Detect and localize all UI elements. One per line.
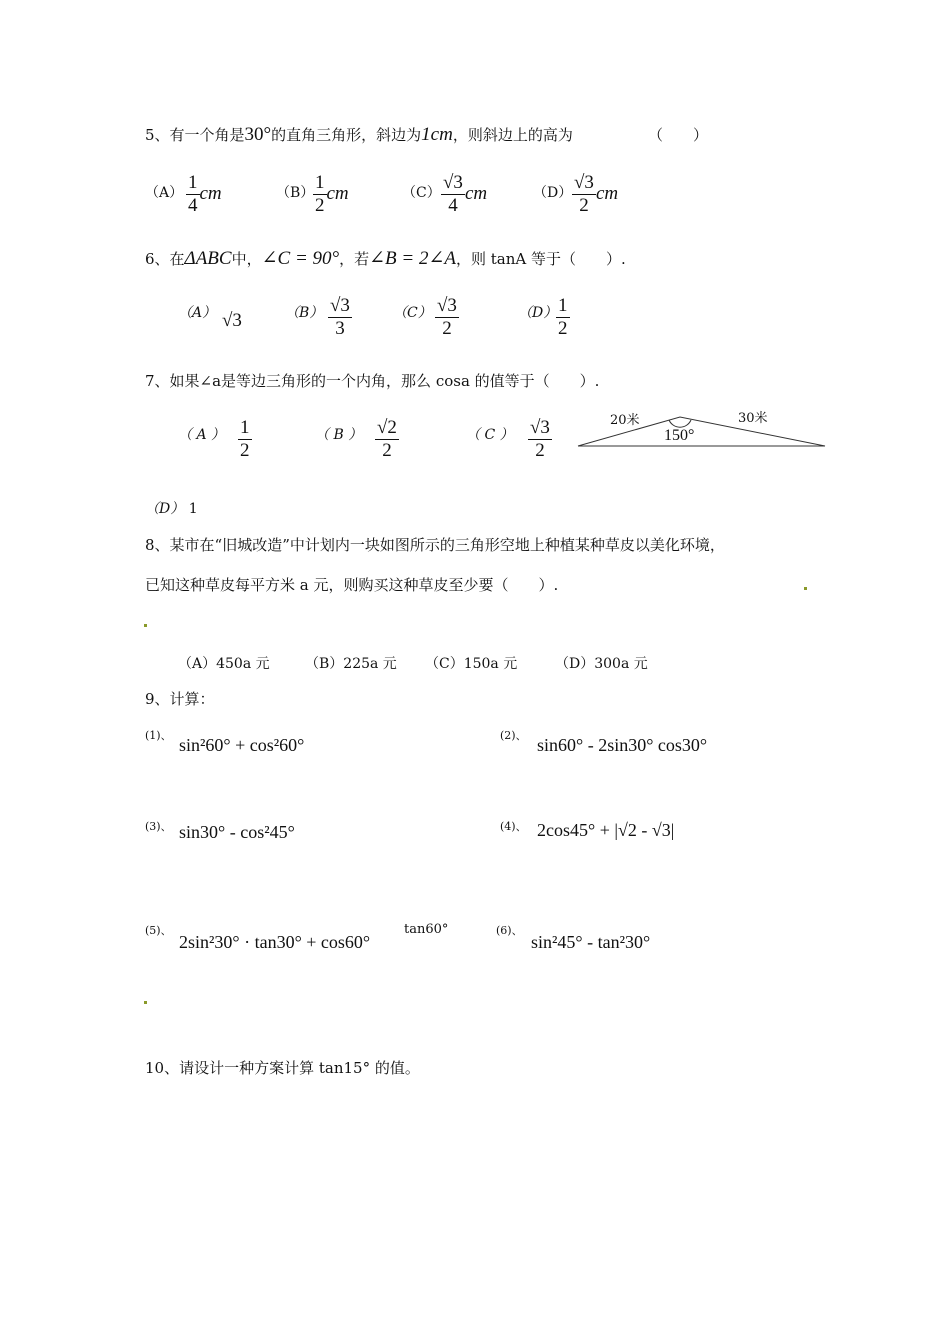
q8-line1: 8、某市在“旧城改造”中计划内一块如图所示的三角形空地上种植某种草皮以美化环境， <box>145 536 725 554</box>
figure-left-side: 20米 <box>610 413 640 428</box>
q6-option-d <box>556 296 570 339</box>
q6-cond1: ∠C = 90° <box>261 248 340 269</box>
q5-option-b-label: （B） <box>276 185 315 201</box>
q9-item1-label: (1)、 <box>145 729 172 742</box>
q5-c-den: 4 <box>448 194 458 216</box>
q7-d-value: 1 <box>188 501 198 517</box>
q9-item6-expr: sin²45° - tan²30° <box>531 932 651 952</box>
q7-b-den: 2 <box>382 439 392 461</box>
q7-c-num: √3 <box>530 417 550 438</box>
q9-item2-expr: sin60° - 2sin30° cos30° <box>537 735 708 755</box>
q6-d-num: 1 <box>558 295 568 316</box>
q6-option-d-label: （D） <box>518 305 558 321</box>
q5-option-b <box>313 173 349 216</box>
q9-item4-expr: 2cos45° + |√2 - √3| <box>537 820 675 840</box>
q7-option-c-label: （ C ） <box>466 427 514 443</box>
q5-option-a <box>186 173 222 216</box>
q6-option-c <box>435 296 459 339</box>
q9-item5-exponent: tan60° <box>404 922 449 937</box>
q5-option-c <box>441 173 487 216</box>
q6-option-a-value: √3 <box>222 310 242 331</box>
q5-option-c-label: （C） <box>402 185 441 201</box>
q6-suffix: ，则 tanA 等于（ ）. <box>456 250 626 268</box>
q6-triangle: ΔABC <box>184 248 232 269</box>
q8-option-a: （A）450a 元 <box>178 656 270 672</box>
q7-option-d-label <box>145 498 198 518</box>
q6-prefix: 6、在 <box>145 250 185 268</box>
q9-item3-expr: sin30° - cos²45° <box>179 822 295 842</box>
q6-b-num: √3 <box>330 295 350 316</box>
q5-c-unit: cm <box>464 182 488 204</box>
q5-d-den: 2 <box>579 194 589 216</box>
q7-option-b <box>375 418 399 461</box>
q5-b-unit: cm <box>326 182 349 204</box>
q6-d-den: 2 <box>558 317 568 339</box>
q5-a-num: 1 <box>188 172 198 193</box>
q5-mid: 的直角三角形，斜边为 <box>271 126 422 144</box>
q6-option-b <box>328 296 352 339</box>
q7-stem: 7、如果∠a是等边三角形的一个内角，那么 cosa 的值等于（ ）. <box>145 372 600 390</box>
q5-option-d <box>572 173 618 216</box>
q8-option-d: （D）300a 元 <box>555 656 648 672</box>
q7-option-c <box>528 418 552 461</box>
q6-cond2: ∠B = 2∠A <box>369 248 457 269</box>
q6-b-den: 3 <box>335 317 345 339</box>
q7-a-num: 1 <box>240 417 250 438</box>
q6-mid1: 中， <box>231 250 262 268</box>
decorative-dot <box>804 587 807 590</box>
q9-title: 9、计算： <box>145 690 215 708</box>
q9-item5-label: (5)、 <box>145 924 172 937</box>
q5-stem <box>145 124 573 146</box>
q7-option-a-label: （ A ） <box>178 427 226 443</box>
q9-item6-label: (6)、 <box>496 924 523 937</box>
q10-text: 10、请设计一种方案计算 tan15° 的值。 <box>145 1059 420 1077</box>
q6-option-b-label: （B） <box>285 305 324 321</box>
q7-option-b-label: （ B ） <box>315 427 363 443</box>
q5-a-den: 4 <box>188 194 198 216</box>
q9-item3-label: (3)、 <box>145 820 172 833</box>
decorative-dot <box>144 1001 147 1004</box>
q8-option-b: （B）225a 元 <box>305 656 397 672</box>
q6-c-den: 2 <box>442 317 452 339</box>
q5-suffix: ，则斜边上的高为 <box>452 126 573 144</box>
q6-option-a-label: （A） <box>178 305 217 321</box>
q6-mid2: ，若 <box>339 250 370 268</box>
q5-option-a-label: （A） <box>145 185 184 201</box>
q7-d-label: （D） <box>145 501 185 517</box>
q5-d-num: √3 <box>574 172 594 193</box>
q5-answer-paren: （ ） <box>648 126 709 144</box>
q5-a-unit: cm <box>199 182 222 204</box>
figure-right-side: 30米 <box>738 411 768 426</box>
q7-a-den: 2 <box>240 439 250 461</box>
q9-item1-expr: sin²60° + cos²60° <box>179 735 305 755</box>
q9-item5-expr: 2sin²30° · tan30° + cos60° <box>179 932 371 952</box>
q9-item4-label: (4)、 <box>500 820 527 833</box>
q7-c-den: 2 <box>535 439 545 461</box>
q8-line2: 已知这种草皮每平方米 a 元，则购买这种草皮至少要（ ）. <box>145 576 559 594</box>
q5-prefix: 5、有一个角是 <box>145 126 245 144</box>
q5-option-d-label: （D） <box>533 185 573 201</box>
q6-option-c-label: （C） <box>393 305 432 321</box>
q7-b-num: √2 <box>377 417 397 438</box>
q6-stem <box>145 247 626 270</box>
q5-b-den: 2 <box>315 194 325 216</box>
q5-angle: 30° <box>244 124 272 145</box>
q5-b-num: 1 <box>315 172 325 193</box>
decorative-dot <box>144 624 147 627</box>
q9-item2-label: (2)、 <box>500 729 527 742</box>
q5-length: 1cm <box>421 124 453 145</box>
q5-d-unit: cm <box>595 182 619 204</box>
q5-c-num: √3 <box>443 172 463 193</box>
q7-option-a <box>238 418 252 461</box>
figure-angle: 150° <box>664 427 695 444</box>
q8-option-c: （C）150a 元 <box>425 656 518 672</box>
q6-c-num: √3 <box>437 295 457 316</box>
